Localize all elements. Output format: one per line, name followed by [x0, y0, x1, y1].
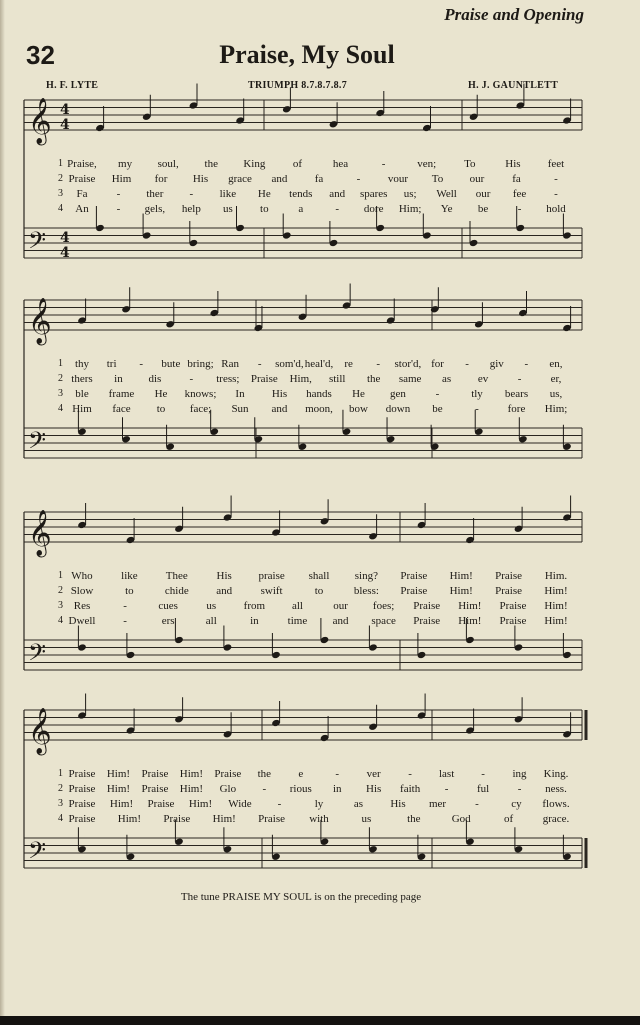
- lyric-syllable: ly: [314, 798, 324, 810]
- verse-number: 3: [58, 388, 63, 399]
- lyric-syllable: chide: [164, 585, 189, 597]
- lyric-syllable: flows.: [542, 798, 570, 810]
- lyric-syllable: and: [332, 615, 349, 627]
- lyric-syllable: His: [505, 158, 521, 170]
- lyric-syllable: vour: [387, 173, 409, 185]
- verse-number: 3: [58, 600, 63, 611]
- lyric-syllable: -: [123, 600, 127, 612]
- lyric-syllable: ing: [512, 768, 527, 780]
- lyric-syllable: thy: [74, 358, 90, 370]
- lyric-syllable: with: [309, 813, 329, 825]
- lyric-syllable: Praise: [495, 570, 523, 582]
- lyric-syllable: Praise,: [67, 158, 97, 170]
- lyric-syllable: and: [216, 585, 233, 597]
- lyric-syllable: -: [444, 783, 449, 795]
- lyric-syllable: fee: [512, 188, 527, 200]
- lyric-syllable: -: [335, 203, 340, 215]
- lyric-syllable: Him!: [544, 585, 568, 597]
- lyric-syllable: space: [371, 615, 396, 627]
- lyric-syllable: fa: [512, 173, 521, 185]
- lyric-syllable: in: [114, 373, 123, 385]
- lyric-syllable: Praise: [499, 615, 527, 627]
- lyric-syllable: -: [475, 798, 479, 810]
- lyric-line: [58, 768, 569, 783]
- lyric-syllable: Him;: [398, 203, 422, 215]
- author-credit: H. F. LYTE: [46, 80, 99, 91]
- lyric-syllable: His: [192, 173, 209, 185]
- lyric-syllable: -: [554, 188, 558, 200]
- lyric-syllable: Res: [73, 600, 91, 612]
- lyric-syllable: for: [154, 173, 168, 185]
- lyric-syllable: from: [243, 600, 266, 612]
- lyric-syllable: Him;: [544, 403, 568, 415]
- lyric-line: [58, 158, 566, 173]
- lyric-syllable: Praise: [250, 373, 278, 385]
- lyric-syllable: Him!: [458, 615, 482, 627]
- verse-number: 2: [58, 585, 63, 596]
- lyric-syllable: Ran: [221, 358, 239, 370]
- lyric-syllable: -: [262, 783, 267, 795]
- lyric-syllable: King.: [543, 768, 569, 780]
- lyric-syllable: Him,: [289, 373, 312, 385]
- lyric-syllable: bless:: [353, 585, 379, 597]
- tune-credit: TRIUMPH 8.7.8.7.8.7: [248, 80, 348, 91]
- lyric-syllable: -: [116, 188, 121, 200]
- verse-number: 1: [58, 358, 63, 369]
- lyric-line: [58, 813, 570, 828]
- time-signature: 4: [60, 117, 70, 133]
- lyric-syllable: like: [121, 570, 138, 582]
- lyric-line: [58, 585, 568, 600]
- lyric-syllable: tress;: [216, 373, 240, 385]
- lyric-syllable: a: [298, 203, 304, 215]
- lyric-syllable: -: [435, 388, 440, 400]
- lyric-syllable: gels,: [144, 203, 166, 215]
- lyric-syllable: Praise: [68, 768, 96, 780]
- lyric-syllable: as: [442, 373, 452, 385]
- lyric-syllable: Praise: [68, 173, 96, 185]
- lyric-syllable: er,: [550, 373, 562, 385]
- lyric-syllable: ble: [75, 388, 89, 400]
- lyric-syllable: Praise: [141, 768, 169, 780]
- lyric-syllable: Him: [111, 173, 132, 185]
- lyric-syllable: stor'd,: [394, 358, 422, 370]
- lyric-syllable: Well: [436, 188, 457, 200]
- lyric-syllable: us: [361, 813, 372, 825]
- lyric-syllable: Him!: [179, 768, 203, 780]
- lyric-syllable: gen: [390, 388, 406, 400]
- lyric-syllable: Him!: [188, 798, 213, 810]
- lyric-syllable: Thee: [165, 570, 188, 582]
- lyric-syllable: ers: [161, 615, 175, 627]
- lyric-syllable: -: [116, 203, 121, 215]
- lyric-syllable: praise: [258, 570, 285, 582]
- lyric-syllable: -: [123, 615, 127, 627]
- lyric-syllable: Him!: [106, 783, 131, 795]
- lyric-syllable: all: [291, 600, 303, 612]
- lyric-syllable: moon,: [305, 403, 333, 415]
- lyric-syllable: hands: [306, 388, 332, 400]
- lyric-syllable: the: [366, 373, 381, 385]
- verse-number: 1: [58, 570, 63, 581]
- bass-clef-icon: 𝄢: [28, 638, 47, 672]
- lyric-syllable: som'd,: [275, 358, 304, 370]
- verse-number: 4: [58, 813, 63, 824]
- lyric-syllable: Him!: [109, 798, 134, 810]
- lyric-line: [58, 615, 568, 630]
- lyric-syllable: Glo: [219, 783, 237, 795]
- lyric-syllable: His: [216, 570, 232, 582]
- lyric-syllable: feet: [547, 158, 565, 170]
- verse-number: 2: [58, 173, 63, 184]
- lyric-syllable: Him!: [449, 585, 473, 597]
- lyric-syllable: To: [431, 173, 444, 185]
- lyric-syllable: soul,: [157, 158, 179, 170]
- lyric-syllable: ther: [146, 188, 164, 200]
- lyric-syllable: hold: [546, 203, 566, 215]
- lyric-syllable: -: [524, 358, 529, 370]
- lyric-syllable: ness.: [545, 783, 567, 795]
- lyric-line: [58, 358, 566, 373]
- treble-clef-icon: 𝄞: [28, 98, 52, 144]
- lyric-syllable: grace: [228, 173, 252, 185]
- lyric-syllable: To: [464, 158, 476, 170]
- lyric-syllable: my: [118, 158, 133, 170]
- lyric-syllable: e: [298, 768, 304, 780]
- lyric-syllable: King: [243, 158, 266, 170]
- lyric-syllable: giv: [489, 358, 504, 370]
- lyric-syllable: Him!: [544, 615, 568, 627]
- lyric-syllable: all: [205, 615, 217, 627]
- lyric-syllable: time: [287, 615, 308, 627]
- lyric-syllable: our: [333, 600, 348, 612]
- lyric-syllable: and: [271, 173, 288, 185]
- verse-number: 2: [58, 373, 63, 384]
- lyric-syllable: Praise: [400, 570, 428, 582]
- lyric-syllable: to: [260, 203, 269, 215]
- lyric-syllable: last: [438, 768, 455, 780]
- lyric-syllable: spares: [359, 188, 388, 200]
- lyric-line: [58, 373, 566, 388]
- lyric-syllable: mer: [428, 798, 447, 810]
- lyric-syllable: heal'd,: [304, 358, 334, 370]
- lyric-syllable: Praise: [214, 768, 242, 780]
- lyric-syllable: and: [271, 403, 288, 415]
- lyric-syllable: to: [125, 585, 134, 597]
- lyric-syllable: He: [154, 388, 168, 400]
- lyric-syllable: same: [398, 373, 422, 385]
- lyric-syllable: He: [352, 388, 365, 400]
- lyric-syllable: ver: [366, 768, 381, 780]
- lyric-syllable: -: [356, 173, 361, 185]
- lyric-syllable: the: [204, 158, 218, 170]
- lyric-syllable: Him!: [179, 783, 203, 795]
- lyric-syllable: face: [112, 403, 131, 415]
- lyric-syllable: bute: [161, 358, 181, 370]
- lyric-syllable: still: [328, 373, 346, 385]
- lyric-syllable: cues: [158, 600, 178, 612]
- lyric-syllable: Him!: [212, 813, 236, 825]
- section-title: Praise and Opening: [444, 5, 584, 24]
- lyric-syllable: bring;: [187, 358, 214, 370]
- lyric-syllable: to: [314, 585, 324, 597]
- lyric-syllable: Fa: [76, 188, 88, 200]
- footnote: The tune PRAISE MY SOUL is on the preceding page: [180, 891, 422, 903]
- lyric-syllable: fa: [314, 173, 324, 185]
- bass-clef-icon: 𝄢: [28, 226, 47, 260]
- lyric-syllable: of: [504, 813, 514, 825]
- page-bottom-edge: [0, 1016, 640, 1025]
- lyric-syllable: An: [75, 203, 89, 215]
- lyric-syllable: -: [381, 158, 386, 170]
- lyric-syllable: Him!: [117, 813, 142, 825]
- lyric-syllable: God: [451, 813, 471, 825]
- time-signature: 4: [60, 102, 70, 118]
- lyric-line: [58, 388, 566, 403]
- composer-credit: H. J. GAUNTLETT: [468, 80, 559, 91]
- hymn-title: Praise, My Soul: [219, 40, 395, 69]
- lyric-syllable: -: [277, 798, 282, 810]
- lyric-syllable: bears: [504, 388, 529, 400]
- lyric-syllable: tly: [471, 388, 483, 400]
- lyric-syllable: -: [517, 783, 522, 795]
- lyric-line: [58, 798, 570, 813]
- lyric-syllable: Him!: [106, 768, 131, 780]
- lyric-syllable: be: [477, 203, 489, 215]
- lyric-syllable: -: [408, 768, 412, 780]
- lyric-syllable: of: [292, 158, 303, 170]
- lyric-syllable: bow: [349, 403, 368, 415]
- verse-number: 3: [58, 188, 63, 199]
- lyric-syllable: Praise: [258, 813, 286, 825]
- lyric-syllable: Praise: [499, 600, 527, 612]
- lyric-syllable: His: [271, 388, 288, 400]
- lyric-syllable: tends: [289, 188, 313, 200]
- lyric-syllable: -: [554, 173, 558, 185]
- lyric-syllable: the: [257, 768, 272, 780]
- lyric-line: [58, 600, 568, 615]
- lyric-syllable: knows;: [184, 388, 217, 400]
- page-gutter-shadow: [0, 0, 5, 1016]
- lyric-syllable: swift: [260, 585, 283, 597]
- lyric-syllable: ev: [477, 373, 489, 385]
- lyric-syllable: Praise: [163, 813, 191, 825]
- verse-number: 4: [58, 615, 63, 626]
- lyric-syllable: -: [189, 188, 194, 200]
- lyric-syllable: frame: [108, 388, 135, 400]
- lyric-syllable: ful: [476, 783, 490, 795]
- lyric-syllable: -: [376, 358, 381, 370]
- lyric-line: [58, 783, 567, 798]
- lyric-syllable: faith: [400, 783, 421, 795]
- verse-number: 4: [58, 403, 63, 414]
- lyric-syllable: be: [432, 403, 443, 415]
- lyric-syllable: -: [517, 373, 522, 385]
- hymn-number: 32: [26, 40, 55, 70]
- lyric-syllable: Wide: [228, 798, 252, 810]
- lyric-syllable: Ye: [440, 203, 453, 215]
- lyric-syllable: ven;: [417, 158, 437, 170]
- lyric-syllable: down: [385, 403, 411, 415]
- treble-clef-icon: 𝄞: [28, 708, 52, 754]
- lyric-syllable: Praise: [495, 585, 523, 597]
- lyric-syllable: Sun: [231, 403, 249, 415]
- lyric-syllable: us: [206, 600, 217, 612]
- lyric-syllable: thers: [71, 373, 93, 385]
- lyric-syllable: for: [431, 358, 444, 370]
- lyric-syllable: Praise: [68, 783, 96, 795]
- verse-number: 1: [58, 768, 63, 779]
- lyric-syllable: re: [344, 358, 353, 370]
- lyric-syllable: Dwell: [68, 615, 96, 627]
- time-signature: 4: [60, 245, 70, 261]
- lyric-syllable: Praise: [141, 783, 169, 795]
- lyric-syllable: to: [156, 403, 166, 415]
- lyric-syllable: like: [219, 188, 237, 200]
- lyric-syllable: shall: [308, 570, 330, 582]
- verse-number: 1: [58, 158, 63, 169]
- lyric-syllable: Praise: [147, 798, 175, 810]
- lyric-syllable: in: [250, 615, 259, 627]
- lyric-line: [58, 173, 566, 188]
- lyric-syllable: -: [189, 373, 194, 385]
- lyric-syllable: us,: [549, 388, 563, 400]
- lyric-line: [58, 203, 566, 218]
- lyric-syllable: He: [257, 188, 271, 200]
- lyric-syllable: Him!: [449, 570, 473, 582]
- verse-number: 2: [58, 783, 63, 794]
- lyric-syllable: Praise: [413, 600, 441, 612]
- lyric-syllable: tri: [106, 358, 117, 370]
- lyric-syllable: Praise: [68, 798, 96, 810]
- lyric-syllable: -: [335, 768, 340, 780]
- lyric-syllable: Him!: [544, 600, 568, 612]
- verse-number: 3: [58, 798, 63, 809]
- lyric-syllable: foes;: [372, 600, 395, 612]
- lyric-line: [58, 570, 568, 585]
- treble-clef-icon: 𝄞: [28, 298, 52, 344]
- verse-number: 4: [58, 203, 63, 214]
- lyric-syllable: In: [235, 388, 245, 400]
- lyric-syllable: fore: [507, 403, 526, 415]
- bass-clef-icon: 𝄢: [28, 426, 47, 460]
- lyric-syllable: Him!: [458, 600, 482, 612]
- lyric-syllable: in: [332, 783, 342, 795]
- lyric-syllable: our: [469, 173, 485, 185]
- lyric-syllable: dore: [363, 203, 384, 215]
- lyric-syllable: sing?: [354, 570, 379, 582]
- lyric-syllable: hea: [332, 158, 349, 170]
- lyric-syllable: rious: [289, 783, 312, 795]
- lyric-syllable: -: [517, 203, 522, 215]
- lyric-line: [58, 188, 566, 203]
- bass-clef-icon: 𝄢: [28, 836, 47, 870]
- lyric-syllable: Him: [72, 403, 92, 415]
- lyric-syllable: help: [181, 203, 201, 215]
- lyric-syllable: the: [407, 813, 421, 825]
- lyric-syllable: en,: [549, 358, 563, 370]
- lyric-syllable: His: [390, 798, 406, 810]
- lyric-syllable: grace.: [542, 813, 570, 825]
- lyric-syllable: -: [481, 768, 485, 780]
- lyric-syllable: dis: [148, 373, 162, 385]
- lyric-syllable: Praise: [68, 813, 96, 825]
- lyric-syllable: Him.: [544, 570, 568, 582]
- lyric-syllable: His: [366, 783, 382, 795]
- lyric-syllable: face;: [189, 403, 212, 415]
- lyric-syllable: -: [475, 403, 479, 415]
- lyric-line: [58, 403, 568, 418]
- lyric-syllable: cy: [511, 798, 522, 810]
- lyric-syllable: us: [222, 203, 233, 215]
- treble-clef-icon: 𝄞: [28, 510, 52, 556]
- lyric-syllable: our: [475, 188, 491, 200]
- lyric-syllable: -: [139, 358, 144, 370]
- lyric-syllable: Praise: [400, 585, 428, 597]
- time-signature: 4: [60, 230, 70, 246]
- lyric-syllable: as: [353, 798, 364, 810]
- lyric-syllable: -: [465, 358, 469, 370]
- lyric-syllable: and: [329, 188, 346, 200]
- lyric-syllable: Slow: [70, 585, 94, 597]
- lyric-syllable: -: [257, 358, 262, 370]
- lyric-syllable: Praise: [413, 615, 441, 627]
- lyric-syllable: us;: [403, 188, 417, 200]
- lyric-syllable: Who: [71, 570, 93, 582]
